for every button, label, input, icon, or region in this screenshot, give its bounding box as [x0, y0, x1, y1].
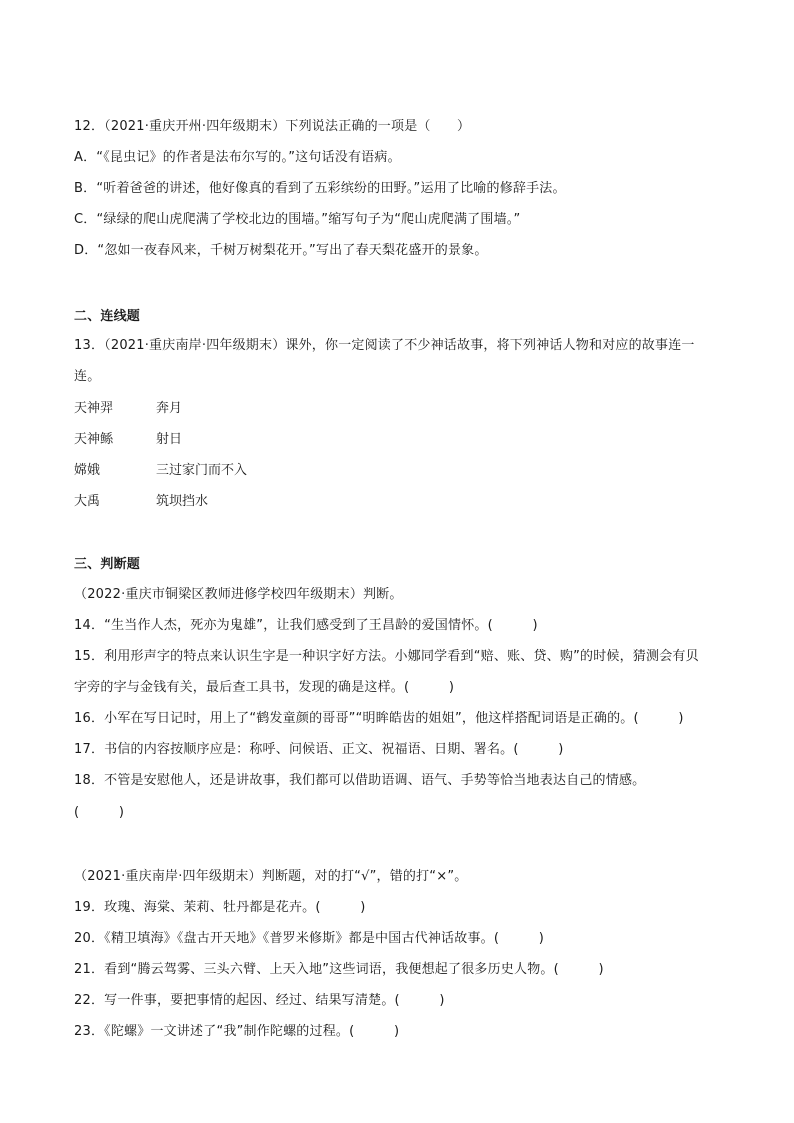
match-left-item[interactable]: 天神羿	[74, 401, 114, 416]
section-heading-matching: 二、连线题	[74, 309, 141, 324]
match-right-item[interactable]: 筑坝挡水	[156, 494, 209, 509]
q20: 20．《精卫填海》《盘古开天地》《普罗米修斯》都是中国古代神话故事。( )	[74, 931, 544, 946]
q21: 21．看到“腾云驾雾、三头六臂、上天入地”这些词语，我便想起了很多历史人物。( )	[74, 962, 604, 977]
worksheet-page	[74, 0, 734, 1123]
q16: 16．小军在写日记时，用上了“鹤发童颜的哥哥”“明眸皓齿的姐姐”，他这样搭配词语是正确的。( )	[74, 711, 684, 726]
q13-stem-line2: 连。	[74, 369, 101, 384]
match-pair	[74, 493, 208, 511]
q13-stem-line1: 13．（2021·重庆南岸·四年级期末）课外，你一定阅读了不少神话故事，将下列神话人物和对应的故事连一	[74, 338, 695, 353]
q23: 23．《陀螺》一文讲述了“我”制作陀螺的过程。( )	[74, 1024, 400, 1039]
q19: 19．玫瑰、海棠、茉莉、牡丹都是花卉。( )	[74, 900, 366, 915]
q12-option-d: D．“忽如一夜春风来，千树万树梨花开。”写出了春天梨花盛开的景象。	[74, 243, 488, 258]
q12-stem: 12．（2021·重庆开州·四年级期末）下列说法正确的一项是（ ）	[74, 119, 471, 134]
match-pair	[74, 462, 247, 480]
group2-intro: （2021·重庆南岸·四年级期末）判断题，对的打“√”，错的打“×”。	[74, 869, 468, 884]
group1-intro: （2022·重庆市铜梁区教师进修学校四年级期末）判断。	[74, 587, 403, 602]
match-left-item[interactable]: 嫦娥	[74, 463, 101, 478]
match-right-item[interactable]: 射日	[156, 432, 183, 447]
section-heading-true-false: 三、判断题	[74, 557, 141, 572]
match-left-item[interactable]: 天神鲧	[74, 432, 114, 447]
match-right-item[interactable]: 奔月	[156, 401, 183, 416]
match-pair	[74, 431, 182, 449]
q15-line1: 15．利用形声字的特点来认识生字是一种识字好方法。小娜同学看到“赔、账、贷、购”的时候，猜测会有贝	[74, 649, 699, 664]
q18-line2: ( )	[74, 805, 125, 820]
q17: 17．书信的内容按顺序应是：称呼、问候语、正文、祝福语、日期、署名。( )	[74, 742, 564, 757]
q15-line2: 字旁的字与金钱有关，最后查工具书，发现的确是这样。( )	[74, 680, 455, 695]
q12-option-b: B．“听着爸爸的讲述，他好像真的看到了五彩缤纷的田野。”运用了比喻的修辞手法。	[74, 181, 566, 196]
match-right-item[interactable]: 三过家门而不入	[156, 463, 248, 478]
match-left-item[interactable]: 大禹	[74, 494, 101, 509]
q18-line1: 18．不管是安慰他人，还是讲故事，我们都可以借助语调、语气、手势等恰当地表达自己的情感。	[74, 773, 646, 788]
q14: 14．“生当作人杰，死亦为鬼雄”，让我们感受到了王昌龄的爱国情怀。( )	[74, 618, 538, 633]
q12-option-a: A．“《昆虫记》的作者是法布尔写的。”这句话没有语病。	[74, 150, 401, 165]
q22: 22．写一件事，要把事情的起因、经过、结果写清楚。( )	[74, 993, 445, 1008]
q12-option-c: C．“绿绿的爬山虎爬满了学校北边的围墙。”缩写句子为“爬山虎爬满了围墙。”	[74, 212, 521, 227]
match-pair	[74, 400, 182, 418]
